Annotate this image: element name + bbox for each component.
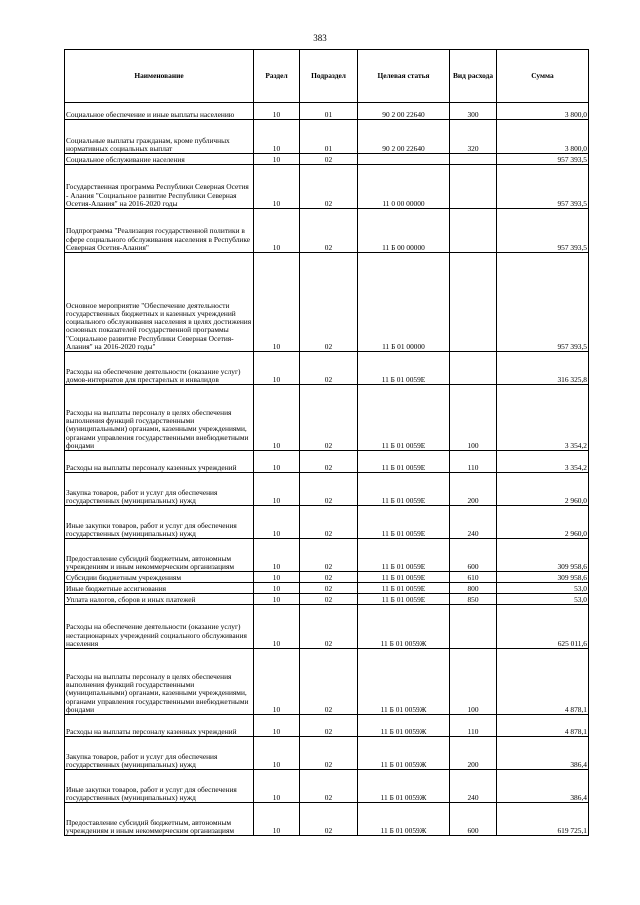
- row-sum: 316 325,8: [497, 352, 589, 385]
- row-expense-type: 600: [450, 539, 497, 572]
- row-name: Расходы на выплаты персоналу казенных учреждений: [65, 715, 254, 737]
- row-sum: 4 878,1: [497, 715, 589, 737]
- row-sum: 619 725,1: [497, 803, 589, 836]
- row-name: Расходы на обеспечение деятельности (оказание услуг) нестационарных учреждений социального обслуживания населения: [65, 605, 254, 649]
- row-name: Расходы на выплаты персоналу в целях обеспечения выполнения функций государственными (муниципальными) органами, казенными учреждениями, органами управления государственными внебюджетными фондами: [65, 385, 254, 451]
- row-name: Расходы на выплаты персоналу в целях обеспечения выполнения функций государственными (муниципальными) органами, казенными учреждениями, органами управления государственными внебюджетными фондами: [65, 649, 254, 715]
- row-name: Иные закупки товаров, работ и услуг для обеспечения государственных (муниципальных) нужд: [65, 770, 254, 803]
- row-expense-type: 240: [450, 770, 497, 803]
- row-podrazdel: 02: [300, 649, 358, 715]
- row-name: Государственная программа Республики Северная Осетия - Алания "Социальное развитие Республики Северная Осетия-Алания" на 2016-2020 годы: [65, 165, 254, 209]
- row-sum: 3 354,2: [497, 451, 589, 473]
- header-expense-type: Вид расхода: [450, 50, 497, 103]
- table-row: [65, 737, 589, 770]
- row-podrazdel: 02: [300, 385, 358, 451]
- row-target-article: 11 Б 01 00000: [358, 253, 450, 352]
- table-row: [65, 770, 589, 803]
- row-razdel: 10: [254, 352, 300, 385]
- table-row: [65, 473, 589, 506]
- row-expense-type: [450, 154, 497, 165]
- row-razdel: 10: [254, 539, 300, 572]
- row-podrazdel: 02: [300, 715, 358, 737]
- table-row: [65, 539, 589, 572]
- row-name: Субсидии бюджетным учреждениям: [65, 572, 254, 583]
- row-sum: 3 354,2: [497, 385, 589, 451]
- header-podrazdel: Подраздел: [300, 50, 358, 103]
- row-razdel: 10: [254, 165, 300, 209]
- row-podrazdel: 02: [300, 473, 358, 506]
- row-name: Иные закупки товаров, работ и услуг для обеспечения государственных (муниципальных) нужд: [65, 506, 254, 539]
- row-podrazdel: 02: [300, 451, 358, 473]
- row-target-article: 90 2 00 22640: [358, 120, 450, 154]
- row-razdel: 10: [254, 737, 300, 770]
- row-expense-type: 100: [450, 385, 497, 451]
- row-target-article: 11 Б 01 0059Ж: [358, 605, 450, 649]
- row-expense-type: [450, 352, 497, 385]
- page-number: 383: [313, 33, 327, 43]
- row-target-article: 11 Б 01 0059Ж: [358, 803, 450, 836]
- table-row: [65, 649, 589, 715]
- row-podrazdel: 02: [300, 605, 358, 649]
- row-target-article: 11 Б 01 0059Е: [358, 594, 450, 605]
- row-razdel: 10: [254, 385, 300, 451]
- row-sum: 309 958,6: [497, 572, 589, 583]
- table-row: [65, 165, 589, 209]
- row-expense-type: [450, 209, 497, 253]
- row-sum: 3 800,0: [497, 120, 589, 154]
- row-razdel: 10: [254, 649, 300, 715]
- row-target-article: 11 Б 01 0059Е: [358, 572, 450, 583]
- table-row: [65, 103, 589, 120]
- row-target-article: 11 Б 01 0059Е: [358, 352, 450, 385]
- row-sum: 386,4: [497, 737, 589, 770]
- row-name: Социальное обеспечение и иные выплаты населению: [65, 103, 254, 120]
- row-name: Предоставление субсидий бюджетным, автономным учреждениям и иным некоммерческим организациям: [65, 803, 254, 836]
- row-sum: 3 800,0: [497, 103, 589, 120]
- row-podrazdel: 02: [300, 737, 358, 770]
- row-sum: 625 011,6: [497, 605, 589, 649]
- row-sum: 309 958,6: [497, 539, 589, 572]
- row-expense-type: [450, 253, 497, 352]
- header-name: Наименование: [65, 50, 254, 103]
- row-expense-type: 200: [450, 737, 497, 770]
- row-expense-type: 240: [450, 506, 497, 539]
- table-row: [65, 583, 589, 594]
- row-razdel: 10: [254, 572, 300, 583]
- row-sum: 957 393,5: [497, 209, 589, 253]
- row-name: Основное мероприятие "Обеспечение деятельности государственных бюджетных и казенных учреждений социального обслуживания населения в целях достижения основных показателей государственной программы "Социальное развитие Республики Северная Осетия-Алания" на 2016-2020 годы": [65, 253, 254, 352]
- row-name: Уплата налогов, сборов и иных платежей: [65, 594, 254, 605]
- row-expense-type: 610: [450, 572, 497, 583]
- table-row: [65, 385, 589, 451]
- table-row: [65, 253, 589, 352]
- row-expense-type: 100: [450, 649, 497, 715]
- row-razdel: 10: [254, 715, 300, 737]
- row-sum: 2 960,0: [497, 473, 589, 506]
- budget-table: [64, 49, 589, 836]
- table-row: [65, 594, 589, 605]
- table-row: [65, 154, 589, 165]
- row-razdel: 10: [254, 770, 300, 803]
- row-name: Социальное обслуживание населения: [65, 154, 254, 165]
- table-row: [65, 506, 589, 539]
- row-target-article: 11 Б 01 0059Ж: [358, 770, 450, 803]
- row-razdel: 10: [254, 253, 300, 352]
- row-sum: 2 960,0: [497, 506, 589, 539]
- row-name: Закупка товаров, работ и услуг для обеспечения государственных (муниципальных) нужд: [65, 737, 254, 770]
- row-name: Расходы на обеспечение деятельности (оказание услуг) домов-интернатов для престарелых и инвалидов: [65, 352, 254, 385]
- table-row: [65, 803, 589, 836]
- row-target-article: 11 Б 01 0059Е: [358, 451, 450, 473]
- row-name: Расходы на выплаты персоналу казенных учреждений: [65, 451, 254, 473]
- row-expense-type: 110: [450, 715, 497, 737]
- row-name: Предоставление субсидий бюджетным, автономным учреждениям и иным некоммерческим организациям: [65, 539, 254, 572]
- row-target-article: 11 Б 01 0059Е: [358, 539, 450, 572]
- row-target-article: 11 Б 00 00000: [358, 209, 450, 253]
- row-podrazdel: 02: [300, 572, 358, 583]
- table-row: [65, 605, 589, 649]
- row-podrazdel: 01: [300, 120, 358, 154]
- row-razdel: 10: [254, 506, 300, 539]
- row-target-article: [358, 154, 450, 165]
- table-row: [65, 120, 589, 154]
- row-name: Социальные выплаты гражданам, кроме публичных нормативных социальных выплат: [65, 120, 254, 154]
- table-row: [65, 715, 589, 737]
- row-target-article: 11 Б 01 0059Е: [358, 506, 450, 539]
- row-podrazdel: 02: [300, 803, 358, 836]
- header-sum: Сумма: [497, 50, 589, 103]
- table-row: [65, 352, 589, 385]
- row-sum: 957 393,5: [497, 154, 589, 165]
- row-sum: 386,4: [497, 770, 589, 803]
- row-name: Подпрограмма "Реализация государственной политики в сфере социального обслуживания населения в Республике Северная Осетия-Алания": [65, 209, 254, 253]
- row-podrazdel: 02: [300, 165, 358, 209]
- row-razdel: 10: [254, 154, 300, 165]
- row-target-article: 11 Б 01 0059Ж: [358, 715, 450, 737]
- header-razdel: Раздел: [254, 50, 300, 103]
- row-sum: 957 393,5: [497, 253, 589, 352]
- row-razdel: 10: [254, 594, 300, 605]
- row-podrazdel: 02: [300, 253, 358, 352]
- row-razdel: 10: [254, 803, 300, 836]
- row-razdel: 10: [254, 451, 300, 473]
- row-expense-type: 800: [450, 583, 497, 594]
- row-target-article: 11 Б 01 0059Ж: [358, 649, 450, 715]
- row-target-article: 11 Б 01 0059Ж: [358, 737, 450, 770]
- row-expense-type: 600: [450, 803, 497, 836]
- row-razdel: 10: [254, 583, 300, 594]
- row-sum: 4 878,1: [497, 649, 589, 715]
- row-sum: 53,0: [497, 594, 589, 605]
- row-sum: 53,0: [497, 583, 589, 594]
- row-podrazdel: 02: [300, 506, 358, 539]
- row-razdel: 10: [254, 209, 300, 253]
- row-podrazdel: 02: [300, 154, 358, 165]
- row-expense-type: [450, 165, 497, 209]
- table-header-row: [65, 50, 589, 103]
- row-razdel: 10: [254, 103, 300, 120]
- row-sum: 957 393,5: [497, 165, 589, 209]
- row-expense-type: 110: [450, 451, 497, 473]
- row-podrazdel: 02: [300, 539, 358, 572]
- row-podrazdel: 02: [300, 209, 358, 253]
- table-row: [65, 572, 589, 583]
- row-target-article: 11 Б 01 0059Е: [358, 473, 450, 506]
- row-name: Иные бюджетные ассигнования: [65, 583, 254, 594]
- row-target-article: 11 0 00 00000: [358, 165, 450, 209]
- table-row: [65, 451, 589, 473]
- row-razdel: 10: [254, 473, 300, 506]
- row-target-article: 90 2 00 22640: [358, 103, 450, 120]
- row-target-article: 11 Б 01 0059Е: [358, 583, 450, 594]
- row-name: Закупка товаров, работ и услуг для обеспечения государственных (муниципальных) нужд: [65, 473, 254, 506]
- row-podrazdel: 01: [300, 103, 358, 120]
- row-razdel: 10: [254, 605, 300, 649]
- row-expense-type: 850: [450, 594, 497, 605]
- row-expense-type: 300: [450, 103, 497, 120]
- row-expense-type: 200: [450, 473, 497, 506]
- row-expense-type: 320: [450, 120, 497, 154]
- row-podrazdel: 02: [300, 594, 358, 605]
- table-row: [65, 209, 589, 253]
- row-target-article: 11 Б 01 0059Е: [358, 385, 450, 451]
- row-podrazdel: 02: [300, 770, 358, 803]
- row-razdel: 10: [254, 120, 300, 154]
- row-podrazdel: 02: [300, 352, 358, 385]
- header-target-article: Целевая статья: [358, 50, 450, 103]
- row-expense-type: [450, 605, 497, 649]
- row-podrazdel: 02: [300, 583, 358, 594]
